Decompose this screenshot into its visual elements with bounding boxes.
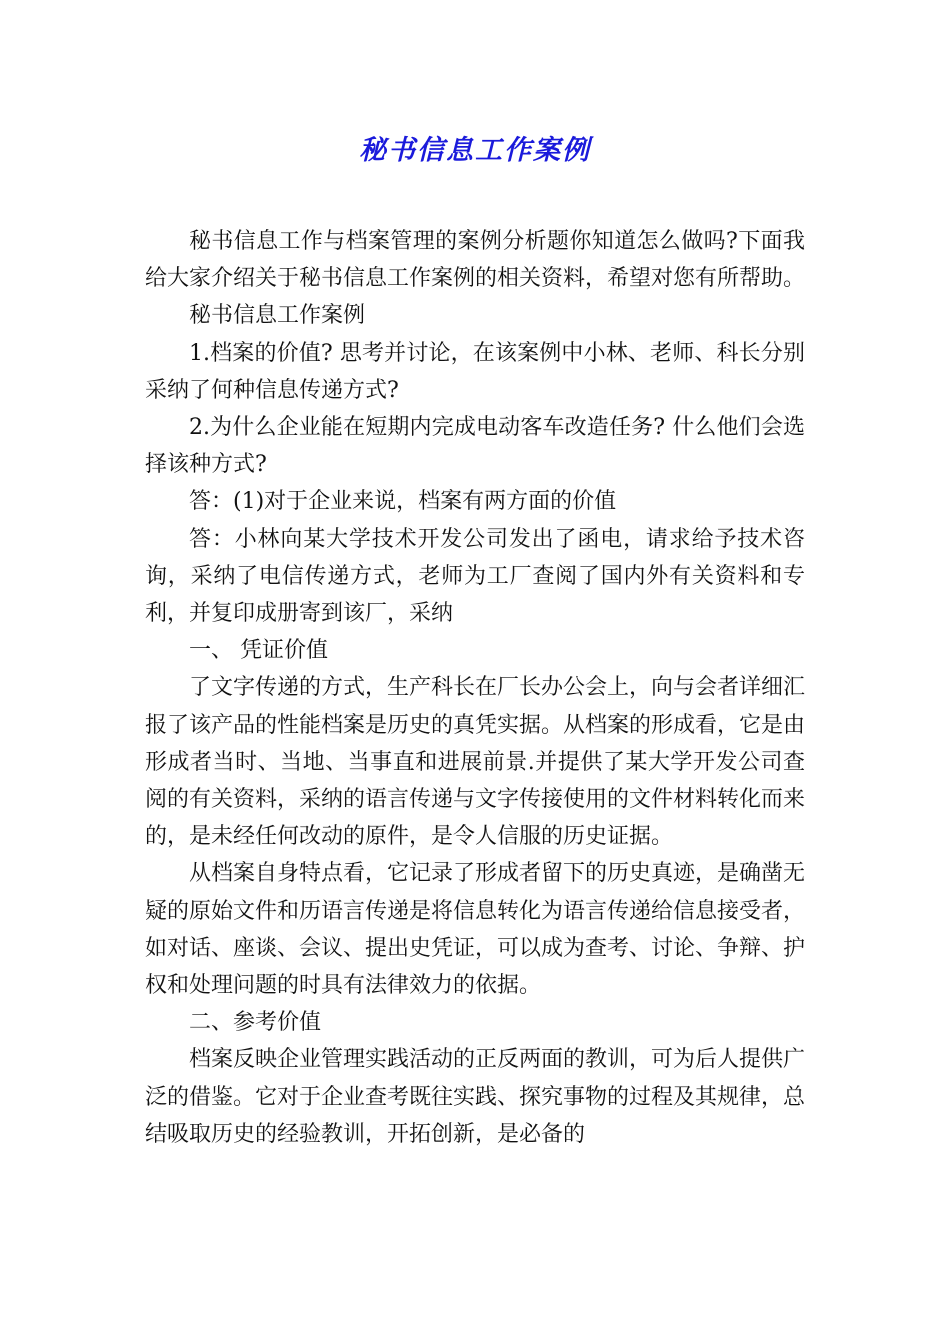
paragraph-heading-reference-value: 二、参考价值: [189, 1010, 322, 1036]
paragraph-evidence-body: 了文字传递的方式，生产科长在厂长办公会上，向与会者详细汇报了该产品的性能档案是历史的真凭实据。从档案的形成看，它是由形成者当时、当地、当事直和进展前景.并提供了某大学开发公司查阅的有关资料，采纳的语言传递与文字传接使用的文件材料转化而来的，是未经任何改动的原件，是令人信服的历史证据。: [145, 675, 806, 850]
paragraph-question-1: 1.档案的价值? 思考并讨论，在该案例中小林、老师、科长分别采纳了何种信息传递方式?: [145, 340, 805, 403]
paragraph-intro: 秘书信息工作与档案管理的案例分析题你知道怎么做吗?下面我给大家介绍关于秘书信息工作案例的相关资料，希望对您有所帮助。: [145, 229, 806, 292]
paragraph-question-2: 2.为什么企业能在短期内完成电动客车改造任务? 什么他们会选择该种方式?: [145, 415, 805, 478]
paragraph-section-heading: 秘书信息工作案例: [189, 303, 366, 329]
paragraph-answer-1: 答：(1)对于企业来说，档案有两方面的价值: [189, 489, 617, 515]
paragraph-heading-evidence-value: 一、 凭证价值: [189, 638, 328, 664]
document-title: 秘书信息工作案例: [359, 135, 591, 166]
paragraph-archive-features: 从档案自身特点看，它记录了形成者留下的历史真迹，是确凿无疑的原始文件和历语言传递是将信息转化为语言传递给信息接受者，如对话、座谈、会议、提出史凭证，可以成为查考、讨论、争辩、护权和处理问题的时具有法律效力的依据。: [145, 861, 806, 999]
paragraph-reference-body: 档案反映企业管理实践活动的正反两面的教训，可为后人提供广泛的借鉴。它对于企业查考既往实践、探究事物的过程及其规律，总结吸取历史的经验教训，开拓创新，是必备的: [145, 1047, 806, 1147]
paragraph-answer-2: 答：小林向某大学技术开发公司发出了函电，请求给予技术咨询，采纳了电信传递方式，老师为工厂查阅了国内外有关资料和专利，并复印成册寄到该厂，采纳: [145, 526, 805, 627]
document-body: [145, 223, 805, 1153]
